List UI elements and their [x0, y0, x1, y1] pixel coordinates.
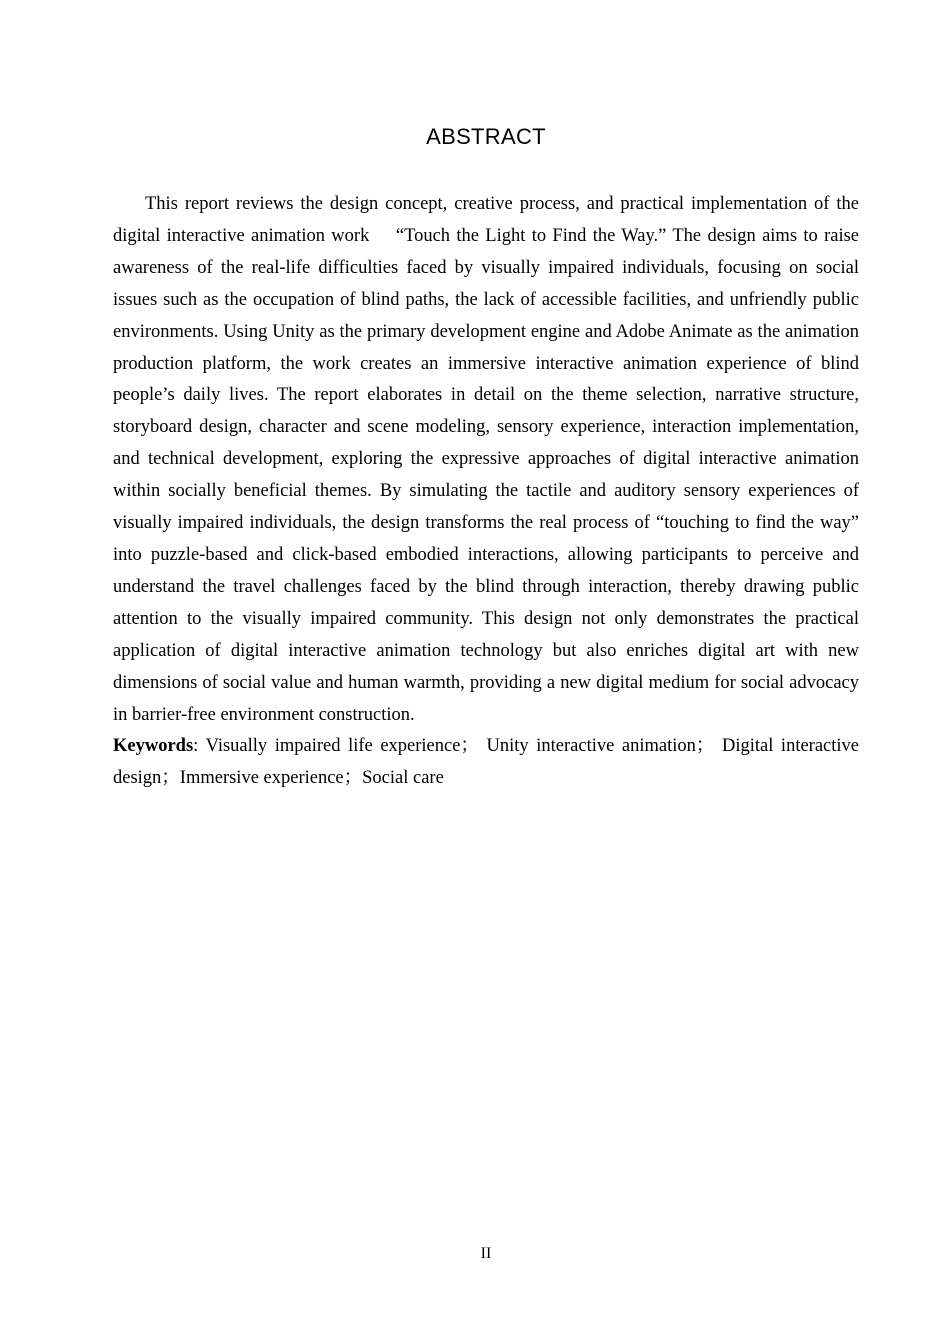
- keywords-label: Keywords: [113, 736, 194, 756]
- keywords-text: : Visually impaired life experience； Unity interactive animation； Digital interactive design；Immersive experience；Social care: [113, 736, 859, 788]
- keywords-line: [113, 731, 859, 795]
- abstract-body-paragraph: This report reviews the design concept, creative process, and practical implementation of the digital interactive animation work “Touch the Light to Find the Way.” The design aims to raise awareness of the real-life difficulties faced by visually impaired individuals, focusing on social issues such as the occupation of blind paths, the lack of accessible facilities, and unfriendly public environments. Using Unity as the primary development engine and Adobe Animate as the animation production platform, the work creates an immersive interactive animation experience of blind people’s daily lives. The report elaborates in detail on the theme selection, narrative structure, storyboard design, character and scene modeling, sensory experience, interaction implementation, and technical development, exploring the expressive approaches of digital interactive animation within socially beneficial themes. By simulating the tactile and auditory sensory experiences of visually impaired individuals, the design transforms the real process of “touching to find the way” into puzzle-based and click-based embodied interactions, allowing participants to perceive and understand the travel challenges faced by the blind through interaction, thereby drawing public attention to the visually impaired community. This design not only demonstrates the practical application of digital interactive animation technology but also enriches digital art with new dimensions of social value and human warmth, providing a new digital medium for social advocacy in barrier-free environment construction.: [113, 194, 859, 725]
- abstract-title: ABSTRACT: [426, 124, 546, 149]
- page-number: II: [480, 1245, 492, 1262]
